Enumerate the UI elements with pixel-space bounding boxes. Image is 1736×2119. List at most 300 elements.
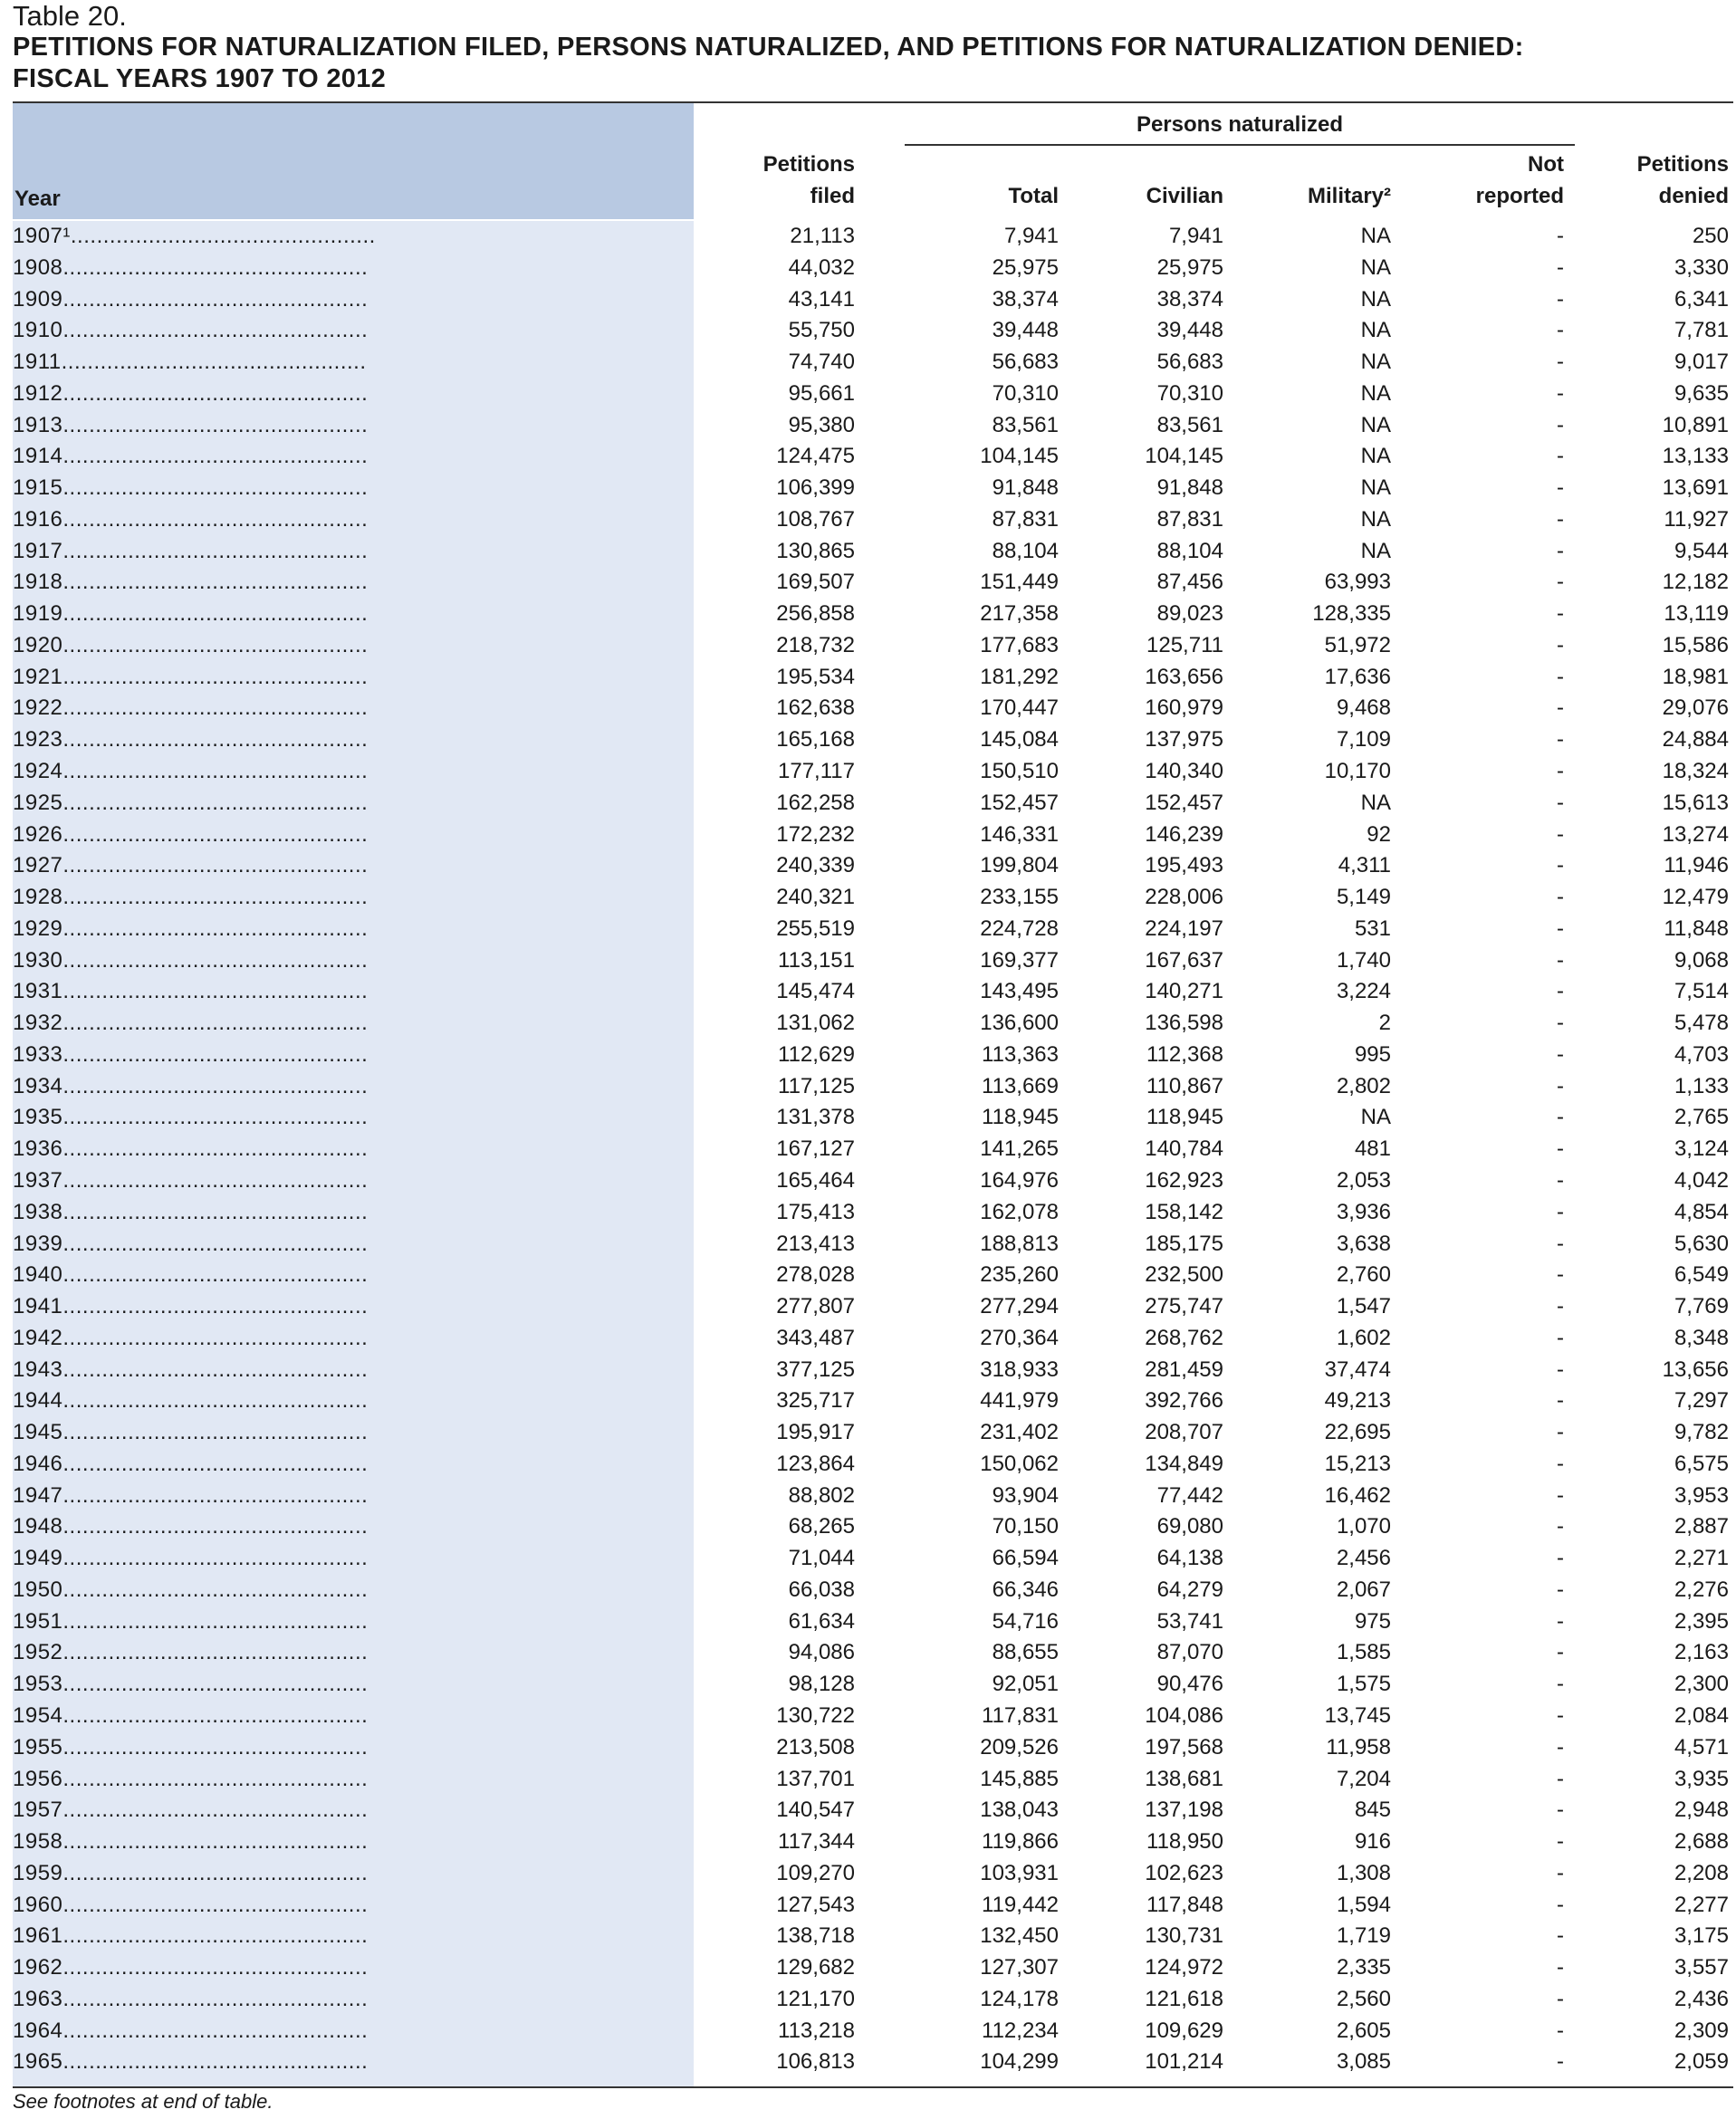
military-cell: 975 [1354, 1608, 1391, 1634]
year-value: 1958 [13, 1829, 63, 1855]
year-cell [13, 1260, 674, 1291]
year-value: 1913 [13, 412, 63, 437]
not-reported-header [1407, 149, 1564, 212]
year-cell [13, 536, 674, 568]
petitions-filed-cell: 121,170 [776, 1986, 855, 2011]
petitions-denied-cell: 3,935 [1674, 1766, 1729, 1791]
total-cell: 88,104 [992, 538, 1059, 563]
table-row [13, 820, 1733, 851]
petitions-filed-cell: 177,117 [778, 759, 855, 784]
petitions-denied-cell: 3,330 [1674, 254, 1729, 280]
petitions-filed-cell: 162,638 [776, 695, 855, 721]
petitions-denied-cell: 13,656 [1662, 1357, 1729, 1382]
total-cell: 224,728 [980, 916, 1059, 941]
table-row [13, 379, 1733, 410]
table-row [13, 1511, 1733, 1543]
military-cell: 10,170 [1324, 759, 1391, 784]
total-header: Total [1008, 184, 1059, 208]
table-row [13, 473, 1733, 504]
year-cell [13, 1543, 674, 1575]
total-cell: 56,683 [992, 350, 1059, 375]
leader-dots: ............................................... [62, 885, 369, 910]
year-cell [13, 1606, 674, 1638]
year-value: 1960 [13, 1892, 63, 1917]
leader-dots: ............................................... [62, 601, 369, 627]
leader-dots: ............................................... [62, 1105, 369, 1130]
petitions-filed-cell: 68,265 [788, 1514, 855, 1539]
petitions-filed-cell: 138,718 [776, 1923, 855, 1949]
not-reported-cell: - [1557, 1860, 1564, 1885]
not-reported-cell: - [1557, 853, 1564, 878]
leader-dots: ............................................... [62, 759, 369, 784]
year-value: 1944 [13, 1388, 63, 1414]
year-cell [13, 221, 674, 253]
year-value: 1908 [13, 254, 63, 280]
table-title-line-2: FISCAL YEARS 1907 TO 2012 [13, 64, 387, 93]
table-row [13, 2016, 1733, 2047]
total-cell: 209,526 [980, 1734, 1059, 1759]
civilian-cell: 137,975 [1145, 727, 1223, 753]
table-row [13, 1165, 1733, 1197]
total-cell: 7,941 [1003, 224, 1059, 248]
table-row [13, 1291, 1733, 1323]
civilian-cell: 162,923 [1145, 1167, 1223, 1193]
not-reported-cell: - [1557, 947, 1564, 973]
year-value: 1937 [13, 1167, 63, 1193]
petitions-filed-cell: 213,413 [776, 1231, 855, 1256]
petitions-denied-cell: 11,946 [1664, 853, 1729, 878]
total-cell: 124,178 [980, 1986, 1059, 2011]
total-cell: 145,885 [980, 1766, 1059, 1791]
not-reported-cell: - [1557, 1702, 1564, 1728]
civilian-cell: 125,711 [1146, 632, 1223, 657]
year-cell [13, 1984, 674, 2016]
civilian-cell: 228,006 [1145, 885, 1223, 910]
military-cell: 845 [1354, 1798, 1391, 1823]
petitions-denied-cell: 6,549 [1674, 1262, 1729, 1288]
civilian-cell: 56,683 [1156, 350, 1223, 375]
petitions-filed-cell: 131,062 [776, 1011, 855, 1036]
year-value: 1957 [13, 1798, 63, 1823]
not-reported-cell: - [1557, 1041, 1564, 1067]
civilian-cell: 87,070 [1156, 1640, 1223, 1665]
petitions-filed-cell: 175,413 [776, 1199, 855, 1224]
leader-dots: ............................................... [62, 1325, 369, 1350]
table-row [13, 1071, 1733, 1103]
leader-dots: ............................................... [62, 1640, 369, 1665]
not-reported-cell: - [1557, 1357, 1564, 1382]
petitions-filed-cell: 112,629 [778, 1041, 855, 1067]
year-value: 1941 [13, 1294, 63, 1319]
leader-dots: ............................................... [61, 350, 367, 375]
petitions-filed-cell: 131,378 [776, 1105, 855, 1130]
petitions-denied-cell: 15,586 [1662, 632, 1729, 657]
not-reported-cell: - [1557, 790, 1564, 815]
table-title-line-1: PETITIONS FOR NATURALIZATION FILED, PERSONS NATURALIZED, AND PETITIONS FOR NATURALIZATION DENIED: [13, 33, 1524, 62]
year-cell [13, 756, 674, 788]
total-cell: 119,866 [982, 1829, 1059, 1855]
year-cell [13, 1229, 674, 1261]
civilian-cell: 167,637 [1145, 947, 1223, 973]
year-cell [13, 567, 674, 599]
document-page [13, 0, 1733, 2113]
petitions-denied-cell: 2,948 [1674, 1798, 1729, 1823]
petitions-filed-cell: 165,464 [776, 1167, 855, 1193]
military-cell: 15,213 [1324, 1451, 1391, 1476]
civilian-cell: 90,476 [1156, 1672, 1223, 1697]
table-row [13, 1669, 1733, 1701]
civilian-cell: 197,568 [1145, 1734, 1223, 1759]
leader-dots: ............................................... [62, 1923, 369, 1949]
year-cell [13, 1921, 674, 1952]
not-reported-cell: - [1557, 1105, 1564, 1130]
year-value: 1907¹ [13, 224, 71, 248]
total-cell: 54,716 [992, 1608, 1059, 1634]
year-value: 1927 [13, 853, 63, 878]
year-cell [13, 1511, 674, 1543]
table-row [13, 1417, 1733, 1449]
year-cell [13, 1701, 674, 1732]
table-header [13, 103, 1733, 219]
year-cell [13, 724, 674, 756]
total-cell: 138,043 [980, 1798, 1059, 1823]
military-cell: 1,719 [1336, 1923, 1391, 1949]
year-value: 1914 [13, 444, 63, 469]
civilian-header: Civilian [1146, 184, 1223, 208]
year-value: 1947 [13, 1482, 63, 1508]
civilian-cell: 87,456 [1156, 570, 1223, 595]
petitions-filed-cell: 195,917 [776, 1420, 855, 1445]
leader-dots: ............................................... [62, 790, 369, 815]
year-value: 1943 [13, 1357, 63, 1382]
military-cell: 531 [1354, 916, 1391, 941]
total-cell: 231,402 [980, 1420, 1059, 1445]
military-cell: NA [1360, 444, 1391, 469]
military-cell: 481 [1354, 1136, 1391, 1162]
year-value: 1919 [13, 601, 63, 627]
petitions-filed-cell: 66,038 [788, 1577, 855, 1602]
petitions-filed-cell: 256,858 [776, 601, 855, 627]
total-cell: 127,307 [980, 1955, 1059, 1980]
not-reported-cell: - [1557, 1546, 1564, 1571]
petitions-filed-cell: 117,344 [778, 1829, 855, 1855]
leader-dots: ............................................... [62, 570, 369, 595]
leader-dots: ............................................... [62, 1357, 369, 1382]
table-row [13, 662, 1733, 694]
military-cell: 49,213 [1324, 1388, 1391, 1414]
civilian-cell: 104,086 [1145, 1702, 1223, 1728]
military-cell: 51,972 [1324, 632, 1391, 657]
petitions-filed-cell: 123,864 [776, 1451, 855, 1476]
petitions-filed-header [701, 149, 855, 212]
not-reported-cell: - [1557, 1514, 1564, 1539]
table-row [13, 1449, 1733, 1481]
year-value: 1961 [13, 1923, 63, 1949]
petitions-denied-cell: 7,769 [1674, 1294, 1729, 1319]
petitions-denied-cell: 9,635 [1674, 380, 1729, 406]
year-value: 1910 [13, 318, 63, 343]
not-reported-cell: - [1557, 601, 1564, 627]
military-cell: NA [1360, 475, 1391, 501]
petitions-filed-cell: 169,507 [776, 570, 855, 595]
military-cell: 1,070 [1336, 1514, 1391, 1539]
not-reported-cell: - [1557, 1199, 1564, 1224]
total-cell: 145,084 [980, 727, 1059, 753]
civilian-cell: 195,493 [1145, 853, 1223, 878]
year-value: 1956 [13, 1766, 63, 1791]
year-cell [13, 1165, 674, 1197]
military-cell: 2,067 [1336, 1577, 1391, 1602]
leader-dots: ............................................... [62, 286, 369, 312]
military-header: Military² [1307, 184, 1391, 208]
military-cell: 5,149 [1336, 885, 1391, 910]
leader-dots: ............................................... [62, 1199, 369, 1224]
year-value: 1940 [13, 1262, 63, 1288]
civilian-cell: 102,623 [1145, 1860, 1223, 1885]
petitions-denied-cell: 11,927 [1664, 506, 1729, 532]
civilian-cell: 110,867 [1146, 1073, 1223, 1098]
year-cell [13, 1386, 674, 1417]
year-value: 1915 [13, 475, 63, 501]
total-cell: 88,655 [992, 1640, 1059, 1665]
year-value: 1920 [13, 632, 63, 657]
petitions-filed-cell: 130,722 [776, 1702, 855, 1728]
year-cell [13, 1669, 674, 1701]
table-row [13, 504, 1733, 536]
petitions-denied-cell: 3,557 [1674, 1955, 1729, 1980]
year-value: 1928 [13, 885, 63, 910]
petitions-filed-cell: 325,717 [776, 1388, 855, 1414]
leader-dots: ............................................... [62, 444, 369, 469]
leader-dots: ............................................... [62, 318, 369, 343]
leader-dots: ............................................... [62, 1136, 369, 1162]
leader-dots: ............................................... [62, 538, 369, 563]
civilian-cell: 124,972 [1145, 1955, 1223, 1980]
civilian-cell: 7,941 [1168, 224, 1223, 248]
not-reported-cell: - [1557, 350, 1564, 375]
military-cell: 1,740 [1336, 947, 1391, 973]
year-header-label: Year [14, 187, 61, 211]
year-value: 1916 [13, 506, 63, 532]
not-reported-cell: - [1557, 318, 1564, 343]
military-cell: 1,547 [1336, 1294, 1391, 1319]
year-cell [13, 1952, 674, 1984]
civilian-cell: 70,310 [1156, 380, 1223, 406]
leader-dots: ............................................... [62, 853, 369, 878]
not-reported-cell: - [1557, 821, 1564, 847]
petitions-denied-cell: 9,017 [1674, 350, 1729, 375]
year-cell [13, 473, 674, 504]
not-reported-cell: - [1557, 1734, 1564, 1759]
year-cell [13, 1764, 674, 1796]
leader-dots: ............................................... [62, 1041, 369, 1067]
petitions-denied-cell: 12,182 [1662, 570, 1729, 595]
total-cell: 83,561 [992, 412, 1059, 437]
year-cell [13, 347, 674, 379]
military-cell: 1,594 [1336, 1892, 1391, 1917]
not-reported-cell: - [1557, 2018, 1564, 2043]
year-cell [13, 379, 674, 410]
total-cell: 143,495 [980, 979, 1059, 1004]
not-reported-cell: - [1557, 286, 1564, 312]
petitions-denied-cell: 24,884 [1662, 727, 1729, 753]
not-reported-cell: - [1557, 1608, 1564, 1634]
year-cell [13, 1417, 674, 1449]
table-row [13, 221, 1733, 253]
civilian-cell: 118,950 [1146, 1829, 1223, 1855]
table-row [13, 410, 1733, 442]
table-row [13, 630, 1733, 662]
table-row [13, 1764, 1733, 1796]
total-cell: 118,945 [982, 1105, 1059, 1130]
year-value: 1965 [13, 2049, 63, 2075]
total-cell: 104,299 [980, 2049, 1059, 2075]
military-cell: NA [1360, 538, 1391, 563]
military-cell: NA [1360, 412, 1391, 437]
year-cell [13, 1008, 674, 1040]
civilian-cell: 158,142 [1145, 1199, 1223, 1224]
year-cell [13, 1575, 674, 1606]
total-cell: 146,331 [980, 821, 1059, 847]
total-cell: 91,848 [992, 475, 1059, 501]
table-row [13, 914, 1733, 945]
year-value: 1931 [13, 979, 63, 1004]
petitions-denied-cell: 2,436 [1674, 1986, 1729, 2011]
petitions-denied-cell: 2,276 [1674, 1577, 1729, 1602]
civilian-cell: 121,618 [1145, 1986, 1223, 2011]
petitions-filed-cell: 195,534 [776, 664, 855, 689]
civilian-cell: 140,340 [1145, 759, 1223, 784]
leader-dots: ............................................... [62, 1955, 369, 1980]
table-row [13, 1102, 1733, 1134]
civilian-cell: 146,239 [1145, 821, 1223, 847]
petitions-denied-cell: 4,571 [1674, 1734, 1729, 1759]
leader-dots: ............................................... [70, 224, 376, 248]
not-reported-cell: - [1557, 1829, 1564, 1855]
table-row [13, 1040, 1733, 1071]
table-row [13, 1543, 1733, 1575]
year-cell [13, 1102, 674, 1134]
petitions-denied-cell: 2,395 [1674, 1608, 1729, 1634]
leader-dots: ............................................... [62, 506, 369, 532]
petitions-filed-cell: 88,802 [788, 1482, 855, 1508]
military-cell: 3,224 [1336, 979, 1391, 1004]
year-cell [13, 1323, 674, 1355]
petitions-denied-cell: 6,341 [1674, 286, 1729, 312]
not-reported-cell: - [1557, 1766, 1564, 1791]
persons-naturalized-group-label: Persons naturalized [1136, 112, 1344, 137]
military-cell: 3,085 [1336, 2049, 1391, 2075]
total-cell: 38,374 [992, 286, 1059, 312]
total-cell: 235,260 [980, 1262, 1059, 1288]
leader-dots: ............................................... [62, 475, 369, 501]
year-value: 1917 [13, 538, 63, 563]
petitions-denied-cell: 10,891 [1662, 412, 1729, 437]
leader-dots: ............................................... [62, 1167, 369, 1193]
year-cell [13, 1481, 674, 1512]
petitions-filed-cell: 213,508 [776, 1734, 855, 1759]
civilian-cell: 64,279 [1156, 1577, 1223, 1602]
not-reported-cell: - [1557, 1073, 1564, 1098]
civilian-cell: 87,831 [1156, 506, 1223, 532]
table-row [13, 1921, 1733, 1952]
military-cell: 995 [1354, 1041, 1391, 1067]
military-cell: 22,695 [1324, 1420, 1391, 1445]
not-reported-cell: - [1557, 444, 1564, 469]
year-value: 1922 [13, 695, 63, 721]
year-value: 1911 [13, 350, 62, 375]
petitions-denied-cell: 9,068 [1674, 947, 1729, 973]
not-reported-cell: - [1557, 1798, 1564, 1823]
not-reported-cell: - [1557, 1577, 1564, 1602]
leader-dots: ............................................... [62, 664, 369, 689]
total-cell: 277,294 [980, 1294, 1059, 1319]
military-cell: NA [1360, 790, 1391, 815]
not-reported-cell: - [1557, 1955, 1564, 1980]
civilian-cell: 232,500 [1145, 1262, 1223, 1288]
civilian-cell: 118,945 [1146, 1105, 1223, 1130]
total-cell: 136,600 [980, 1011, 1059, 1036]
petitions-filed-cell: 145,474 [776, 979, 855, 1004]
military-cell: NA [1360, 224, 1391, 248]
year-value: 1912 [13, 380, 63, 406]
civilian-cell: 281,459 [1145, 1357, 1223, 1382]
military-cell: 4,311 [1338, 853, 1391, 878]
military-cell: 2,605 [1336, 2018, 1391, 2043]
petitions-denied-cell: 6,575 [1674, 1451, 1729, 1476]
petitions-denied-cell: 2,084 [1674, 1702, 1729, 1728]
leader-dots: ............................................... [62, 1231, 369, 1256]
petitions-filed-cell: 113,218 [778, 2018, 855, 2043]
leader-dots: ............................................... [62, 632, 369, 657]
petitions-filed-cell: 278,028 [776, 1262, 855, 1288]
table-row [13, 882, 1733, 914]
total-cell: 177,683 [980, 632, 1059, 657]
petitions-filed-cell: 167,127 [776, 1136, 855, 1162]
petitions-filed-cell: 61,634 [788, 1608, 855, 1634]
petitions-denied-cell: 13,133 [1662, 444, 1729, 469]
leader-dots: ............................................... [62, 1986, 369, 2011]
petitions-denied-cell: 2,059 [1674, 2049, 1729, 2075]
leader-dots: ............................................... [62, 2049, 369, 2075]
total-cell: 151,449 [980, 570, 1059, 595]
total-cell: 93,904 [992, 1482, 1059, 1508]
petitions-filed-cell: 218,732 [776, 632, 855, 657]
leader-dots: ............................................... [62, 1672, 369, 1697]
year-value: 1926 [13, 821, 63, 847]
military-cell: 2,335 [1336, 1955, 1391, 1980]
group-underline [905, 144, 1575, 146]
year-cell [13, 253, 674, 284]
petitions-filed-cell: 109,270 [776, 1860, 855, 1885]
petitions-denied-cell: 2,163 [1674, 1640, 1729, 1665]
year-value: 1946 [13, 1451, 63, 1476]
table-row [13, 1701, 1733, 1732]
table-row [13, 1260, 1733, 1291]
table-row [13, 693, 1733, 724]
leader-dots: ............................................... [62, 1766, 369, 1791]
year-cell [13, 882, 674, 914]
total-cell: 170,447 [980, 695, 1059, 721]
military-cell: 2,053 [1336, 1167, 1391, 1193]
civilian-cell: 136,598 [1145, 1011, 1223, 1036]
petitions-filed-cell: 94,086 [788, 1640, 855, 1665]
petitions-denied-cell: 2,277 [1674, 1892, 1729, 1917]
not-reported-cell: - [1557, 1231, 1564, 1256]
petitions-filed-cell: 162,258 [776, 790, 855, 815]
year-cell [13, 630, 674, 662]
total-cell: 152,457 [980, 790, 1059, 815]
